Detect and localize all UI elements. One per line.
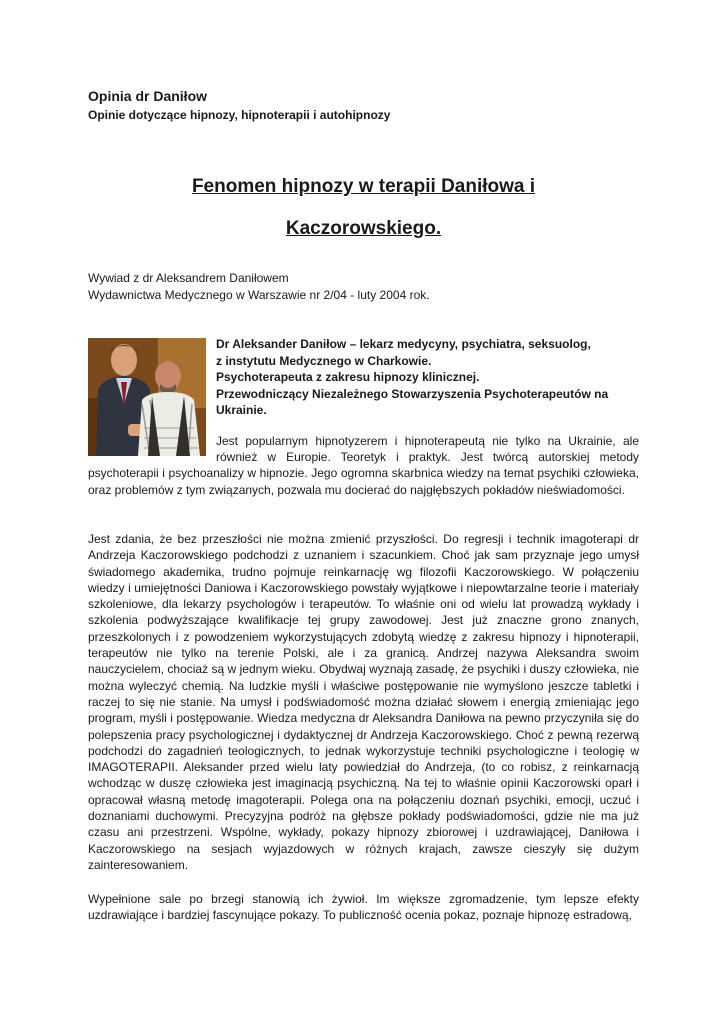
document-page: [88, 0, 639, 1024]
header-title: Opinia dr Daniłow: [88, 88, 208, 104]
paragraph-2: Jest zdania, że bez przeszłości nie można zmienić przyszłości. Do regresji i technik imagoterapi dr Andrzeja Kaczorowskiego podchodzi z uznaniem i szacunkiem. Choć jak sam przyznaje jego umysł świadomego akademika, trudno pojmuje reinkarnację wg filozofii Kaczorowskiego. W połączeniu wiedzy i umiejętności Daniowa i Kaczorowskiego powstały wyjątkowe i niepowtarzalne teorie i materiały szkoleniowe, dla lekarzy psychologów i terapeutów. To właśnie oni od wielu lat prowadzą wykłady i szkolenia podwyższające kwalifikacje tej grupy zawodowej. Jest już znaczne grono znanych, przeszkolonych i z powodzeniem wykorzystujących zdobytą wiedzę z zakresu hipnozy i hipnoterapii, terapeutów nie tylko na terenie Polski, ale i za granicą. Andrzej nazywa Aleksandra swoim nauczycielem, chociaż są w jednym wieku. Obydwaj wyznają zasadę, że psychiki i duszy człowieka, nie można wyleczyć chemią. Na ludzkie myśli i właściwe postępowanie nie wymyślono jeszcze tabletki i raczej to się nie stanie. Na umysł i podświadomość można działać słowem i energią zmieniając jego program, myśli i postępowanie. Wiedza medyczna dr Aleksandra Daniłowa na pewno przyczyniła się do polepszenia pracy psychologicznej i dydaktycznej dr Andrzeja Kaczorowskiego. Choć z pewną rezerwą podchodzi do zagadnień teologicznych, to jednak wykorzystuje techniki psychologiczne i teologię w IMAGOTERAPII. Aleksander przed wielu laty powiedział do Andrzeja, (to co robisz, z reinkarnacją wchodząc w duszę człowieka jest imaginacją psychiczną. Na tej to właśnie opinii Kaczorowski oparł i opracował własną metodę imagoterapii. Polega ona na połączeniu doznań psychiki, emocji, uczuć i doznaniami duchowymi. Precyzyjna podróż na głębsze pokłady podświadomości, gdzie nie ma już czasu ani przestrzeni. Wspólne, wykłady, pokazy hipnozy zbiorowej i uzdrawiającej, Daniłowa i Kaczorowskiego na sesjach wyjazdowych w różnych krajach, zawsze cieszyły się dużym zainteresowaniem.: [88, 532, 639, 872]
interview-source: [88, 270, 430, 304]
bio-line: z instytutu Medycznego w Charkowie.: [216, 353, 432, 368]
article-title-line2: Kaczorowskiego.: [285, 218, 442, 239]
bio-line: Psychoterapeuta z zakresu hipnozy klinicznej.: [216, 370, 480, 384]
intro-line: Wydawnictwa Medycznego w Warszawie nr 2/04 - luty 2004 rok.: [88, 288, 430, 302]
paragraph-3: Wypełnione sale po brzegi stanowią ich żywioł. Im większe zgromadzenie, tym lepsze efekty uzdrawiające i bardziej fascynujące pokazy. To publiczność ocenia pokaz, poznaje hipnozę estradową,: [88, 892, 639, 923]
bio-line: Ukrainie.: [216, 403, 267, 417]
doctor-bio: [216, 336, 639, 419]
paragraph-1-wrapper: [88, 433, 639, 498]
header-subtitle: Opinie dotyczące hipnozy, hipnoterapii i autohipnozy: [88, 108, 391, 122]
article-title-line1: Fenomen hipnozy w terapii Daniłowa i: [191, 176, 536, 197]
bio-line: Przewodniczący Niezależnego Stowarzyszenia Psychoterapeutów na: [216, 386, 609, 401]
photo-spacer: [88, 433, 216, 465]
bio-line: Dr Aleksander Daniłow – lekarz medycyny, psychiatra, seksuolog,: [216, 337, 591, 351]
intro-line: Wywiad z dr Aleksandrem Daniłowem: [88, 271, 289, 285]
paragraph-1: Jest popularnym hipnotyzerem i hipnoterapeutą nie tylko na Ukrainie, ale również w Europie. Teoretyk i praktyk. Jest twórcą autorskiej metody psychoterapii i psychoanalizy w hipnozie. Jego ogromna skarbnica wiedzy na temat psychiki człowieka, oraz problemów z tym związanych, pozwala mu docierać do najgłębszych pokładów nieświadomości.: [88, 434, 639, 497]
